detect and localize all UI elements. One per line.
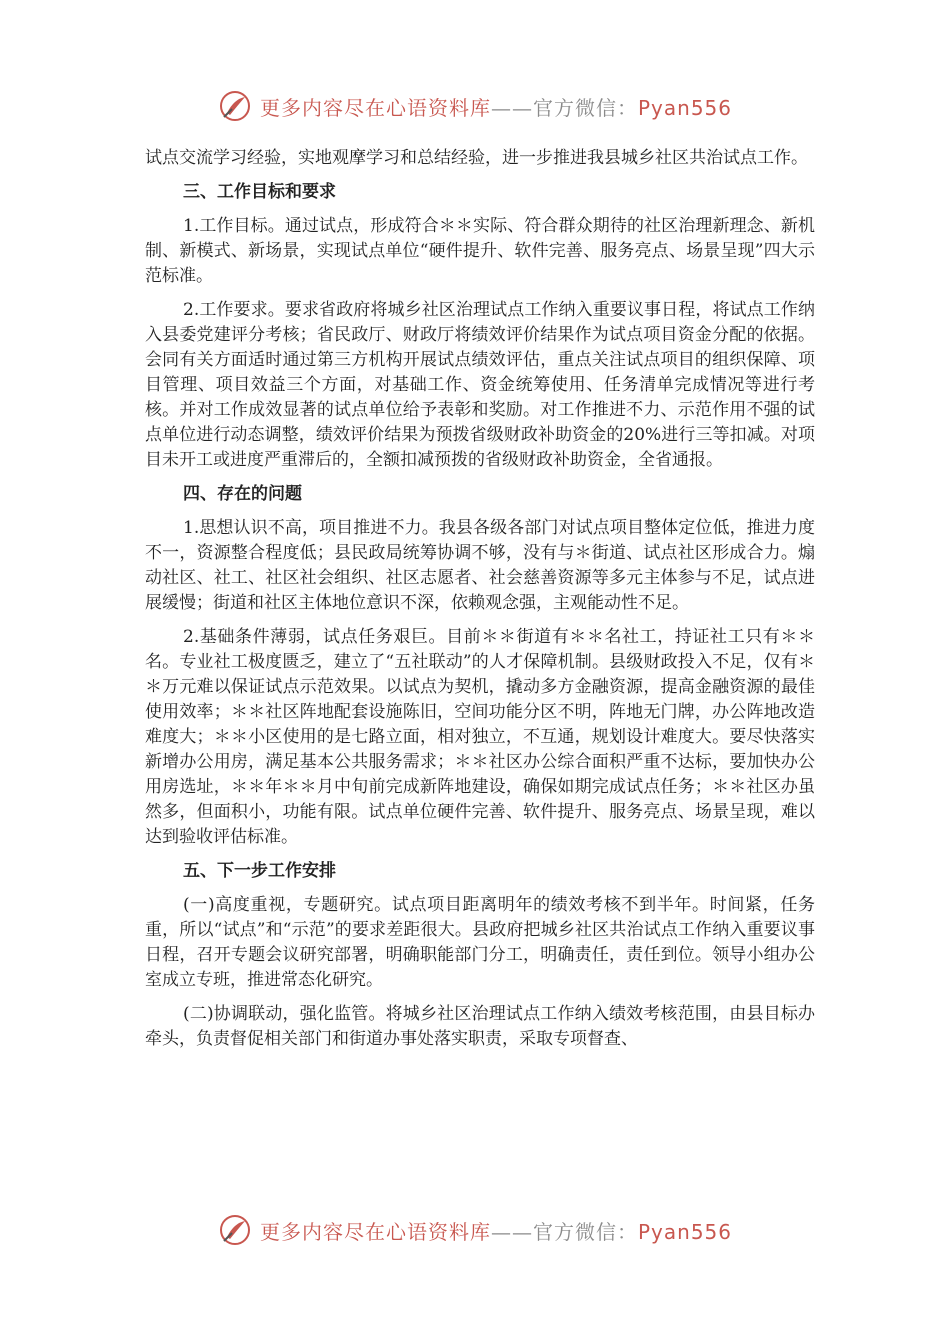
- paragraph: 2.基础条件薄弱，试点任务艰巨。目前＊＊街道有＊＊名社工，持证社工只有＊＊名。专业社工极度匮乏，建立了“五社联动”的人才保障机制。县级财政投入不足，仅有＊＊万元难以保证试点示范效果。以试点为契机，撬动多方金融资源，提高金融资源的最佳使用效率；＊＊社区阵地配套设施陈旧，空间功能分区不明，阵地无门牌，办公阵地改造难度大；＊＊小区使用的是七路立面，相对独立，不互通，规划设计难度大。要尽快落实新增办公用房，满足基本公共服务需求；＊＊社区办公综合面积严重不达标，要加快办公用房选址，＊＊年＊＊月中旬前完成新阵地建设，确保如期完成试点任务；＊＊社区办虽然多，但面积小，功能有限。试点单位硬件完善、软件提升、服务亮点、场景呈现，难以达到验收评估标准。: [145, 627, 815, 847]
- footer-banner: [0, 1210, 950, 1250]
- paragraph: (二)协调联动，强化监管。将城乡社区治理试点工作纳入绩效考核范围，由县目标办牵头，负责督促相关部门和街道办事处落实职责，采取专项督查、: [145, 1004, 815, 1049]
- banner-dash: ——: [490, 1219, 533, 1244]
- banner-dash: ——: [490, 95, 533, 120]
- paragraph: 1.工作目标。通过试点，形成符合＊＊实际、符合群众期待的社区治理新理念、新机制、新模式、新场景，实现试点单位“硬件提升、软件完善、服务亮点、场景呈现”四大示范标准。: [145, 216, 815, 286]
- banner-account: Pyan556: [637, 95, 732, 120]
- section-heading: 三、工作目标和要求: [183, 182, 336, 202]
- document-body: [145, 146, 815, 1061]
- banner-main: 更多内容尽在心语资料库: [259, 95, 491, 120]
- section-heading: 五、下一步工作安排: [183, 861, 336, 881]
- paragraph: (一)高度重视，专题研究。试点项目距离明年的绩效考核不到半年。时间紧，任务重，所以“试点”和“示范”的要求差距很大。县政府把城乡社区共治试点工作纳入重要议事日程，召开专题会议研究部署，明确职能部门分工，明确责任，责任到位。领导小组办公室成立专班，推进常态化研究。: [145, 895, 815, 990]
- banner-wechat: 官方微信：: [532, 95, 638, 120]
- banner-main: 更多内容尽在心语资料库: [259, 1219, 491, 1244]
- paragraph: 2.工作要求。要求省政府将城乡社区治理试点工作纳入重要议事日程，将试点工作纳入县委党建评分考核；省民政厅、财政厅将绩效评价结果作为试点项目资金分配的依据。会同有关方面适时通过第三方机构开展试点绩效评估，重点关注试点项目的组织保障、项目管理、项目效益三个方面，对基础工作、资金统筹使用、任务清单完成情况等进行考核。并对工作成效显著的试点单位给予表彰和奖励。对工作推进不力、示范作用不强的试点单位进行动态调整，绩效评价结果为预拨省级财政补助资金的20%进行三等扣减。对项目未开工或进度严重滞后的，全额扣减预拨的省级财政补助资金，全省通报。: [145, 300, 815, 470]
- banner-text: [260, 92, 732, 121]
- banner-text: [260, 1216, 732, 1245]
- brand-logo-icon: [218, 1213, 252, 1247]
- paragraph: 1.思想认识不高，项目推进不力。我县各级各部门对试点项目整体定位低，推进力度不一，资源整合程度低；县民政局统筹协调不够，没有与＊街道、试点社区形成合力。煽动社区、社工、社区社会组织、社区志愿者、社会慈善资源等多元主体参与不足，试点进展缓慢；街道和社区主体地位意识不深，依赖观念强，主观能动性不足。: [145, 518, 815, 613]
- banner-account: Pyan556: [637, 1219, 732, 1244]
- header-banner: [0, 86, 950, 126]
- brand-logo-icon: [218, 89, 252, 123]
- section-heading: 四、存在的问题: [183, 484, 302, 504]
- banner-wechat: 官方微信：: [532, 1219, 638, 1244]
- paragraph: 试点交流学习经验，实地观摩学习和总结经验，进一步推进我县城乡社区共治试点工作。: [145, 148, 808, 168]
